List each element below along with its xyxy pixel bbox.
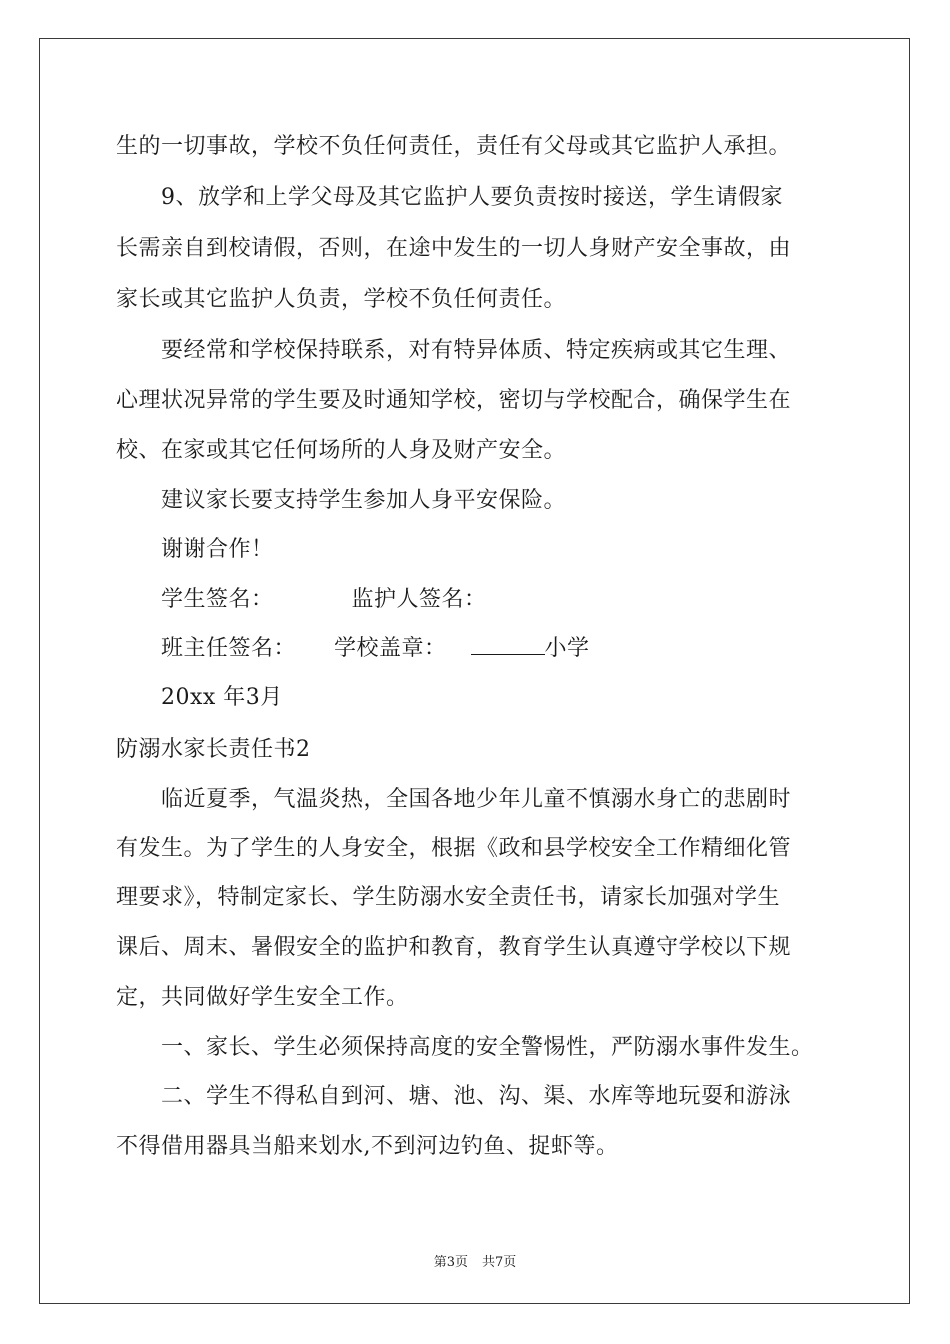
teacher-signature-label: 班主任签名： (161, 636, 297, 661)
signature-row-2 (161, 636, 590, 662)
paragraph-line: 建议家长要支持学生参加人身平安保险。 (161, 488, 567, 513)
paragraph-line: 理要求》，特制定家长、学生防溺水安全责任书，请家长加强对学生 (116, 885, 781, 910)
section-title: 防溺水家长责任书2 (116, 737, 311, 762)
paragraph-line: 课后、周末、暑假安全的监护和教育，教育学生认真遵守学校以下规 (116, 935, 792, 960)
paragraph-line: 临近夏季，气温炎热，全国各地少年儿童不慎溺水身亡的悲剧时 (161, 787, 792, 812)
paragraph-line: 校、在家或其它任何场所的人身及财产安全。 (116, 438, 567, 463)
paragraph-line: 谢谢合作！ (161, 537, 274, 562)
school-name-blank (471, 636, 545, 655)
paragraph-line: 不得借用器具当船来划水,不到河边钓鱼、捉虾等。 (116, 1134, 619, 1159)
guardian-signature-label: 监护人签名： (351, 587, 487, 612)
paragraph-line: 要经常和学校保持联系，对有特异体质、特定疾病或其它生理、 (161, 338, 792, 363)
date-line: 20xx 年3月 (161, 685, 283, 710)
paragraph-line: 定，共同做好学生安全工作。 (116, 985, 409, 1010)
school-suffix: 小学 (544, 636, 590, 661)
page-footer (0, 1251, 950, 1270)
page-number: 第3页 (433, 1255, 468, 1270)
paragraph-line: 生的一切事故，学校不负任何责任，责任有父母或其它监护人承担。 (116, 134, 792, 159)
paragraph-line: 家长或其它监护人负责，学校不负任何责任。 (116, 287, 567, 312)
paragraph-line: 9、放学和上学父母及其它监护人要负责按时接送，学生请假家 (161, 185, 783, 210)
signature-row-1 (161, 587, 487, 613)
school-stamp-label: 学校盖章： (334, 636, 447, 661)
page-total: 共7页 (482, 1255, 517, 1270)
paragraph-line: 一、家长、学生必须保持高度的安全警惕性，严防溺水事件发生。 (161, 1035, 814, 1060)
paragraph-line: 长需亲自到校请假，否则，在途中发生的一切人身财产安全事故，由 (116, 236, 792, 261)
paragraph-line: 心理状况异常的学生要及时通知学校，密切与学校配合，确保学生在 (116, 388, 792, 413)
paragraph-line: 二、学生不得私自到河、塘、池、沟、渠、水库等地玩耍和游泳 (161, 1084, 792, 1109)
page-border (39, 38, 910, 1304)
paragraph-line: 有发生。为了学生的人身安全，根据《政和县学校安全工作精细化管 (116, 836, 792, 861)
student-signature-label: 学生签名： (161, 587, 274, 612)
